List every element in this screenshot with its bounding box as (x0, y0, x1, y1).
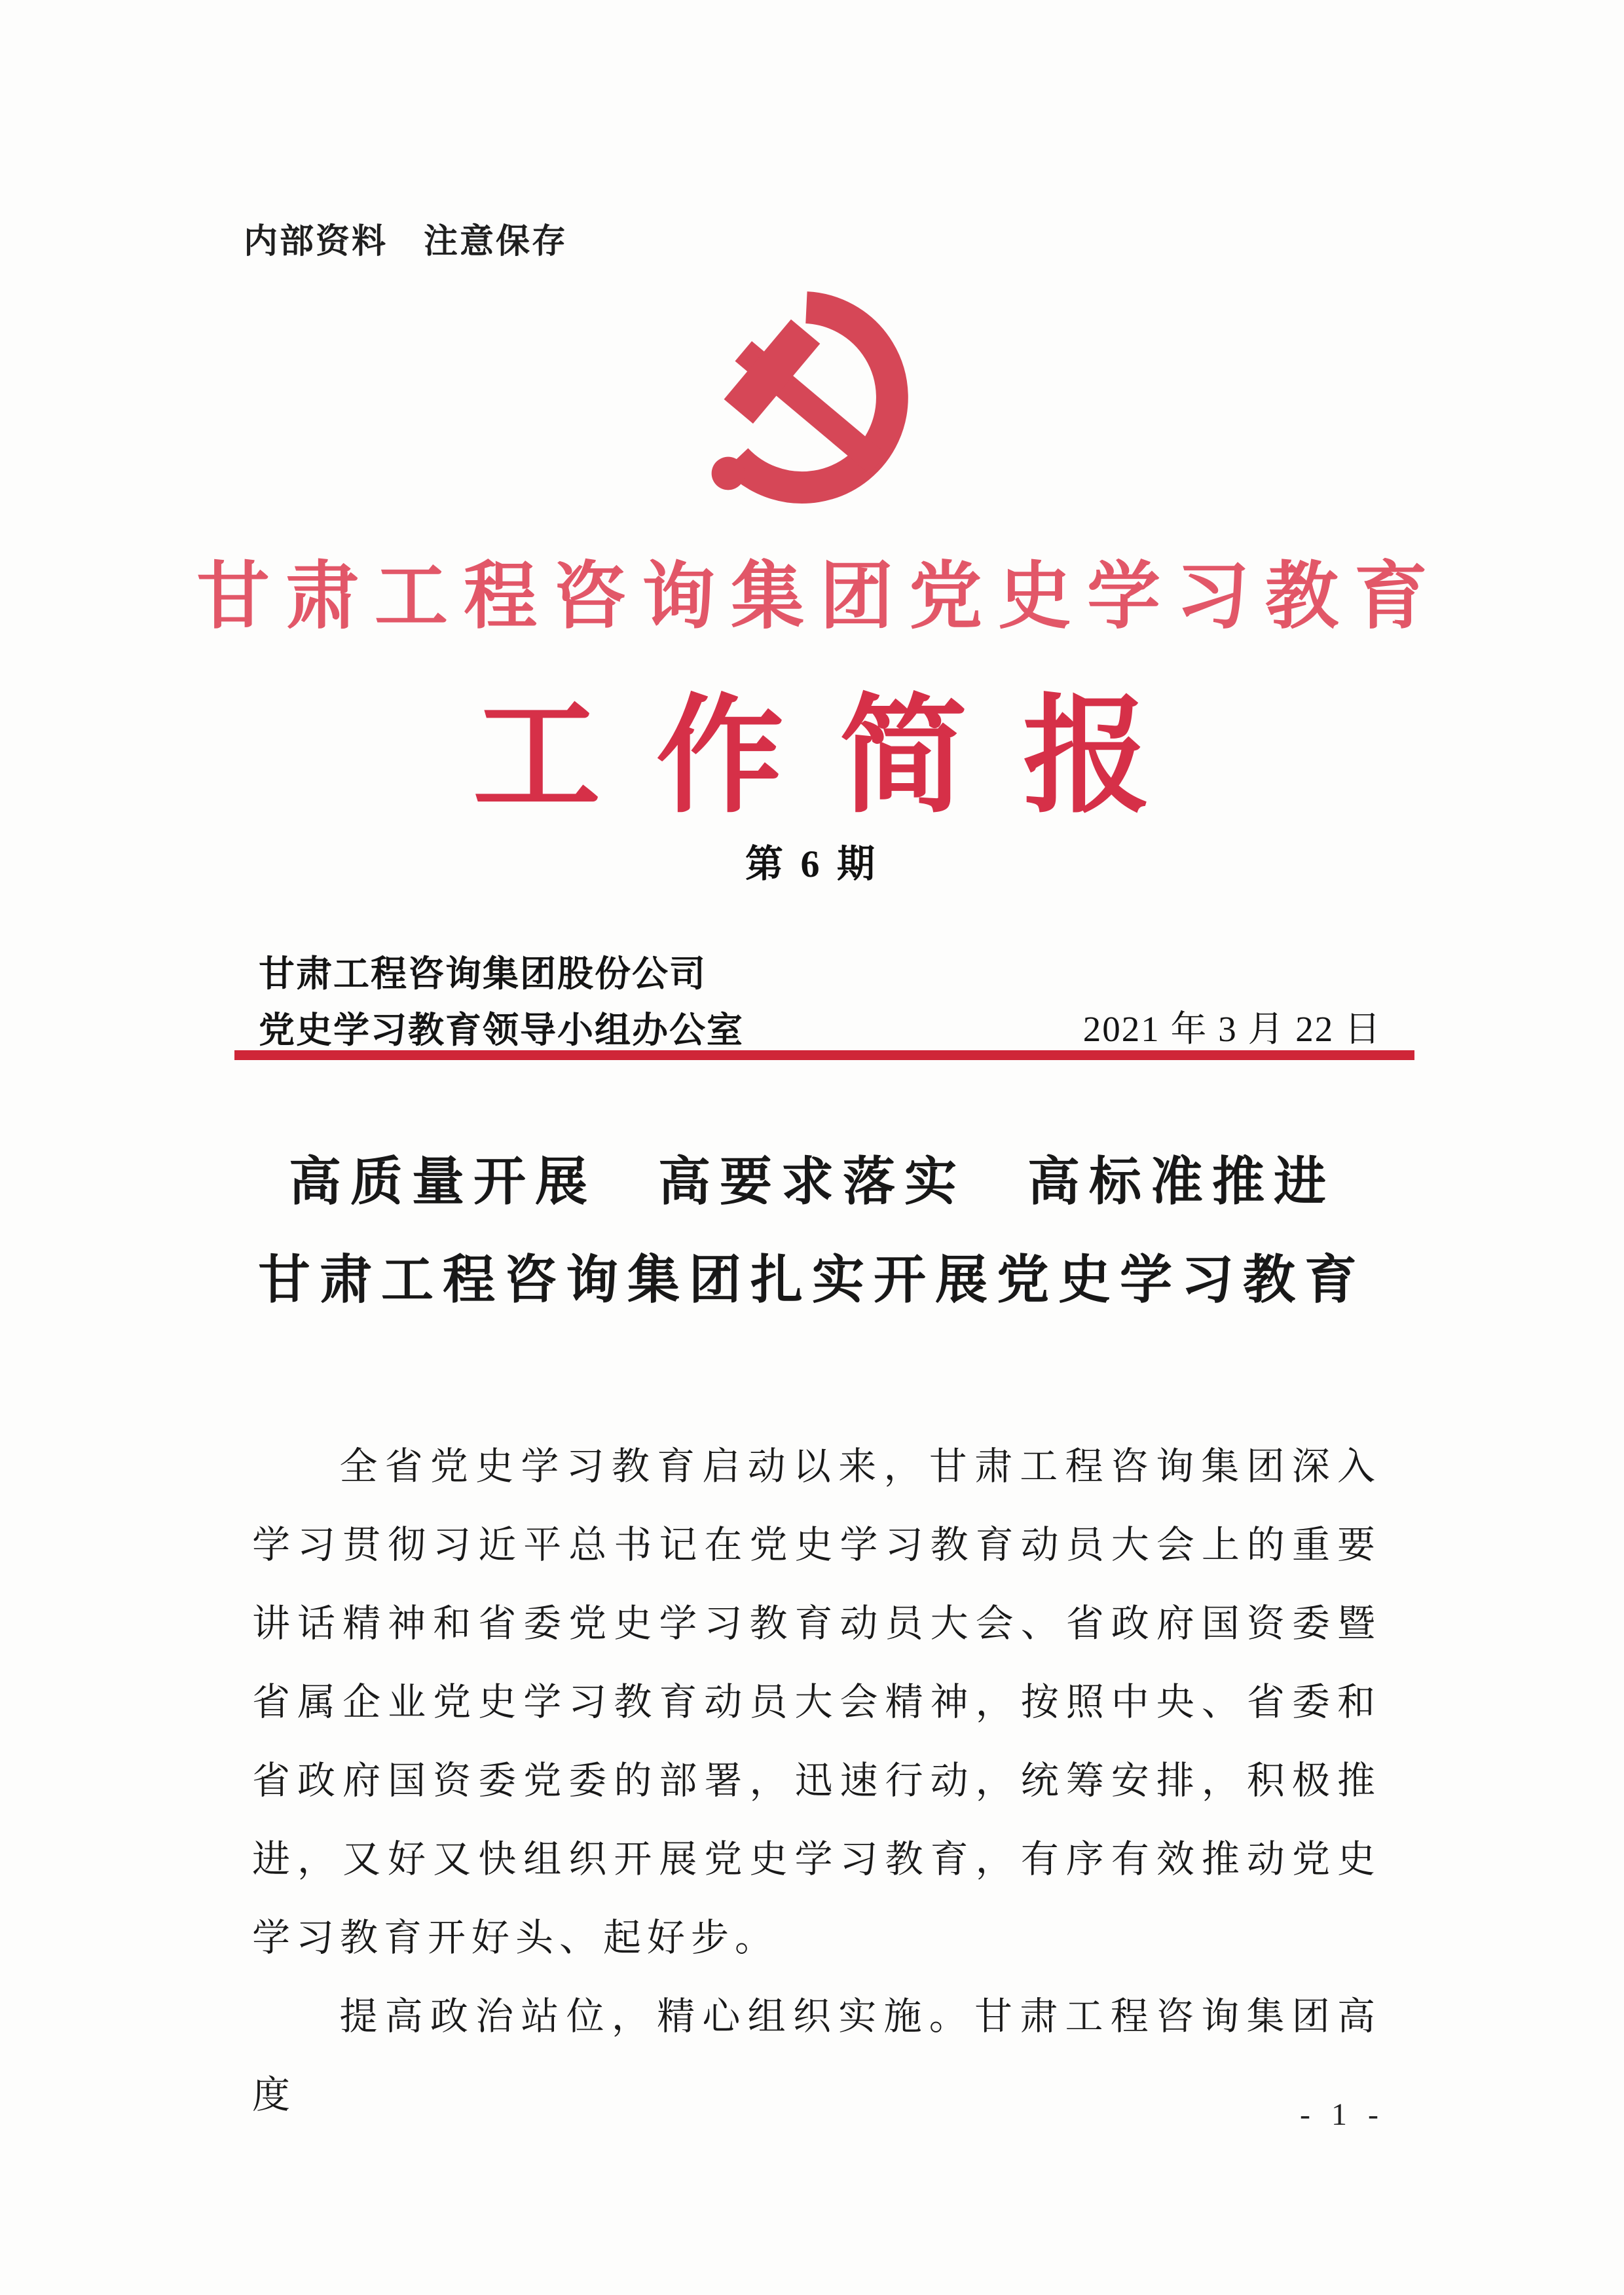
publication-info (259, 946, 1382, 1059)
security-notice: 内部资料 注意保存 (244, 223, 568, 261)
red-divider (234, 1050, 1414, 1060)
bulletin-masthead: 工作简报 (473, 687, 1206, 828)
headline-line-1: 高质量开展 高要求落实 高标准推进 (289, 1152, 1335, 1211)
issue-number: 第 6 期 (745, 843, 879, 885)
publisher-line-2: 党史学习教育领导小组办公室 (259, 1010, 745, 1050)
publisher-block (259, 946, 744, 1059)
page-number: - 1 - (1300, 2097, 1385, 2132)
body-paragraph-2: 提高政治站位，精心组织实施。甘肃工程咨询集团高度 (252, 1995, 1381, 2116)
party-emblem-icon (684, 286, 921, 523)
organization-title: 甘肃工程咨询集团党史学习教育 (196, 557, 1443, 638)
article-body (252, 1427, 1381, 2135)
body-paragraph-1: 全省党史学习教育启动以来，甘肃工程咨询集团深入学习贯彻习近平总书记在党史学习教育动员大会上的重要讲话精神和省委党史学习教育动员大会、省政府国资委暨省属企业党史学习教育动员大会精神，按照中央、省委和省政府国资委党委的部署，迅速行动，统筹安排，积极推进，又好又快组织开展党史学习教育，有序有效推动党史学习教育开好头、起好步。 (252, 1445, 1381, 1959)
publisher-line-1: 甘肃工程咨询集团股份公司 (259, 954, 707, 994)
headline-line-2: 甘肃工程咨询集团扎实开展党史学习教育 (258, 1251, 1366, 1309)
publication-date: 2021 年 3 月 22 日 (1082, 1009, 1382, 1049)
article-headline (0, 1133, 1624, 1329)
